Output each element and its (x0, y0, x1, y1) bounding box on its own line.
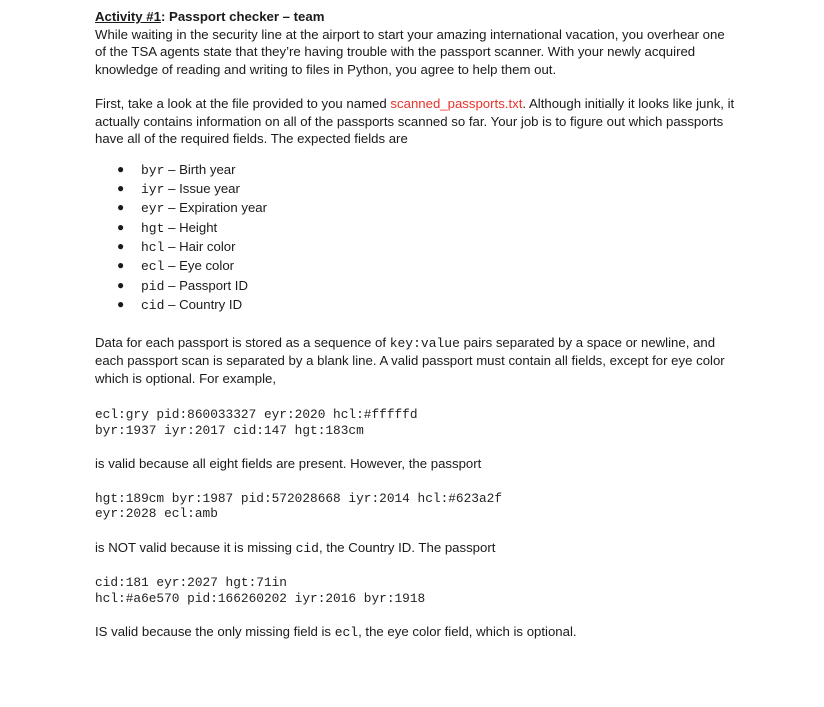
key-value-code: key:value (389, 335, 460, 351)
list-item (115, 218, 735, 237)
field-key: byr (141, 162, 165, 178)
filename-link: scanned_passports.txt (390, 96, 523, 111)
spacer (95, 522, 735, 539)
example-3-code-block (95, 575, 735, 606)
bullet-icon: ● (117, 161, 125, 176)
example-2-text-b: , the Country ID. The passport (318, 539, 496, 555)
field-key: hgt (141, 220, 165, 236)
example-2-text-a: is NOT valid because it is missing (95, 539, 296, 555)
activity-title-rest: : Passport checker – team (160, 9, 325, 24)
list-item (115, 179, 735, 198)
spacer (95, 315, 735, 334)
bullet-icon: ● (117, 200, 125, 215)
field-desc: – Expiration year (164, 200, 268, 216)
field-desc: – Hair color (164, 239, 236, 255)
data-format-text-a: Data for each passport is stored as a sequence of (95, 334, 390, 350)
spacer (95, 438, 735, 455)
instructions-paragraph (95, 95, 735, 148)
field-key: cid (141, 298, 165, 314)
spacer (95, 78, 735, 95)
activity-title-prefix: Activity #1 (95, 9, 161, 24)
example-2-explanation (95, 539, 735, 558)
example-1-code-block (95, 407, 735, 438)
spacer (95, 387, 735, 407)
spacer (95, 557, 735, 575)
spacer (95, 473, 735, 491)
code-line: ecl:gry pid:860033327 eyr:2020 hcl:#fffffd (95, 407, 418, 423)
example-2-code-block (95, 491, 735, 522)
field-key: ecl (141, 259, 165, 275)
cid-code: cid (295, 540, 319, 556)
field-desc: – Birth year (164, 161, 236, 177)
list-item (115, 160, 735, 179)
field-desc: – Issue year (164, 180, 240, 196)
bullet-icon: ● (117, 219, 125, 234)
field-key: pid (141, 278, 165, 294)
activity-title (95, 8, 735, 26)
code-line: hcl:#a6e570 pid:166260202 iyr:2016 byr:1918 (95, 590, 426, 606)
field-key: hcl (141, 240, 165, 256)
list-item (115, 295, 735, 314)
document-page (95, 8, 735, 642)
code-line: eyr:2028 ecl:amb (95, 506, 218, 522)
bullet-icon: ● (117, 239, 125, 254)
field-key: eyr (141, 201, 165, 217)
field-desc: – Country ID (164, 297, 243, 313)
bullet-icon: ● (117, 180, 125, 195)
bullet-icon: ● (117, 297, 125, 312)
list-item (115, 256, 735, 275)
field-desc: – Passport ID (164, 277, 248, 293)
instructions-text-a: First, take a look at the file provided to you named (95, 96, 391, 111)
list-item (115, 276, 735, 295)
data-format-text-b: pairs separated by a space or newline, and each passport scan is separated by a blank line. A valid passport must contain all fields, except for eye color which is optional. For example, (95, 334, 725, 386)
example-3-text-b: , the eye color field, which is optional. (358, 624, 577, 640)
field-key: iyr (141, 181, 165, 197)
example-1-explanation: is valid because all eight fields are present. However, the passport (95, 456, 482, 472)
bullet-icon: ● (117, 277, 125, 292)
code-line: cid:181 eyr:2027 hgt:71in (95, 575, 287, 591)
ecl-code: ecl (334, 625, 359, 641)
code-line: hgt:189cm byr:1987 pid:572028668 iyr:2014 hcl:#623a2f (95, 490, 503, 506)
list-item (115, 237, 735, 256)
fields-list (95, 160, 735, 315)
intro-paragraph: While waiting in the security line at the airport to start your amazing international vacation, you overhear one of the TSA agents state that they’re having trouble with the passport scanner. With your newly acquired knowledge of reading and writing to files in Python, you agree to help them out. (95, 26, 725, 77)
bullet-icon: ● (117, 258, 125, 273)
field-desc: – Eye color (164, 258, 235, 274)
instructions-text-b: . Although initially it looks like junk, it actually contains information on all of the passports scanned so far. Your job is to figure out which passports have all of the required fields. The expected fields are (95, 96, 735, 146)
field-desc: – Height (164, 219, 218, 235)
code-line: byr:1937 iyr:2017 cid:147 hgt:183cm (95, 422, 364, 438)
example-3-explanation (95, 623, 735, 642)
data-format-paragraph (95, 334, 735, 388)
list-item (115, 198, 735, 217)
example-3-text-a: IS valid because the only missing field is (95, 624, 335, 640)
spacer (95, 606, 735, 623)
